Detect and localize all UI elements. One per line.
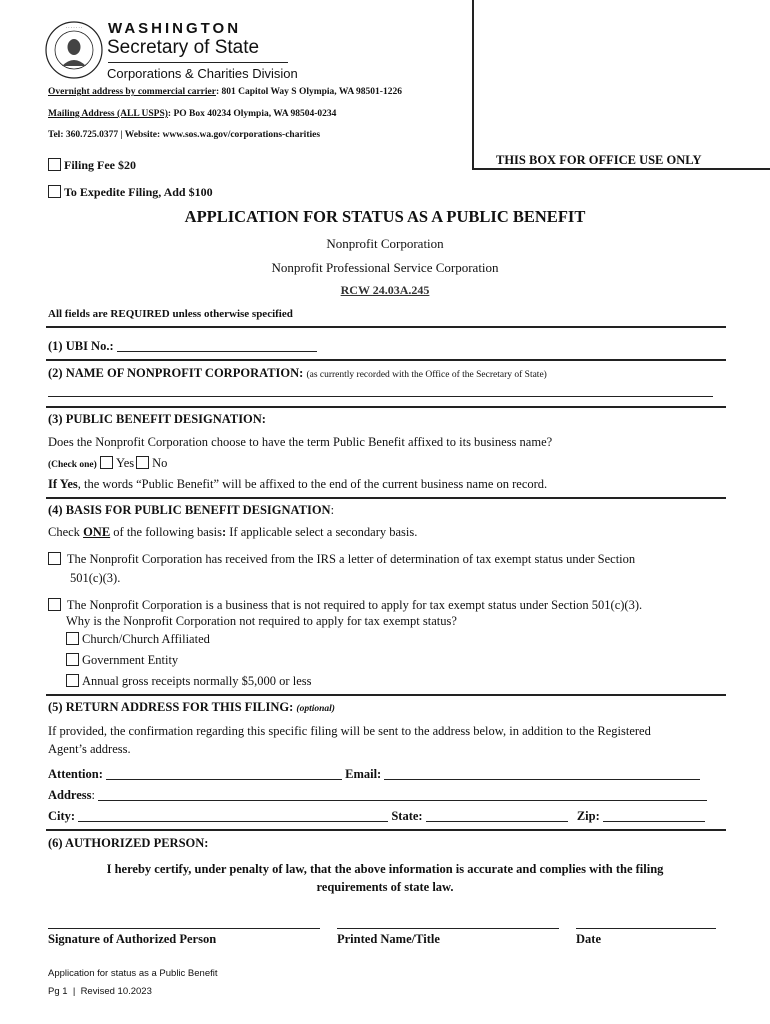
government-checkbox[interactable]: [66, 653, 79, 666]
check-one-row: [48, 456, 167, 471]
check-one-label: (Check one): [48, 460, 97, 470]
city-input[interactable]: [78, 809, 388, 822]
email-label: Email:: [345, 767, 382, 781]
expedite-checkbox[interactable]: [48, 185, 61, 198]
divider-top: [46, 326, 726, 328]
state-input[interactable]: [426, 809, 568, 822]
church-checkbox[interactable]: [66, 632, 79, 645]
date-input[interactable]: [576, 928, 716, 929]
basis-option-not-required: [48, 598, 642, 613]
opt1-line1: The Nonprofit Corporation has received from the IRS a letter of determination of tax exempt status under Section: [66, 552, 636, 566]
ubi-label: (1) UBI No.:: [48, 339, 114, 353]
basis-not-required-checkbox[interactable]: [48, 598, 61, 611]
attention-label: Attention:: [48, 767, 103, 781]
tel-website: Tel: 360.725.0377 | Website: www.sos.wa.gov/corporations-charities: [48, 130, 321, 140]
basis-colon: :: [330, 503, 335, 517]
yes-checkbox[interactable]: [100, 456, 113, 469]
instr-one: ONE: [83, 525, 111, 539]
divider-4: [46, 694, 726, 696]
opt2-line2: Why is the Nonprofit Corporation not required to apply for tax exempt status?: [66, 614, 457, 628]
overnight-address: [48, 87, 402, 97]
instr-mid: of the following basis: [110, 525, 222, 539]
sub-receipts: [66, 674, 311, 689]
sub-church: [66, 632, 210, 647]
zip-label: Zip:: [576, 809, 600, 823]
basis-heading: [48, 503, 334, 518]
org-name: Secretary of State: [107, 37, 260, 58]
certification-line-1: I hereby certify, under penalty of law, that the above information is accurate and complies with the filing: [106, 862, 664, 876]
subtitle-nonprofit: Nonprofit Corporation: [326, 236, 444, 251]
instr-colon: :: [221, 525, 227, 539]
address-colon: :: [91, 788, 96, 802]
receipts-label: Annual gross receipts normally $5,000 or less: [82, 674, 312, 688]
if-yes-bold: If Yes: [48, 477, 78, 491]
name-input[interactable]: [48, 396, 713, 397]
address-label: Address: [48, 788, 92, 802]
church-label: Church/Church Affiliated: [82, 632, 210, 646]
receipts-checkbox[interactable]: [66, 674, 79, 687]
office-use-label: THIS BOX FOR OFFICE USE ONLY: [496, 153, 702, 167]
city-row: [48, 809, 705, 824]
return-desc-1: If provided, the confirmation regarding this specific filing will be sent to the address below, in addition to the Registered: [48, 724, 651, 738]
filing-fee-label: Filing Fee $20: [64, 158, 136, 172]
opt2-line1: The Nonprofit Corporation is a business that is not required to apply for tax exempt status under Section 501(c)(3).: [66, 598, 643, 612]
return-address-label: (5) RETURN ADDRESS FOR THIS FILING:: [48, 700, 294, 714]
required-note: All fields are REQUIRED unless otherwise specified: [48, 308, 293, 320]
authorized-person-label: (6) AUTHORIZED PERSON:: [48, 836, 209, 850]
section-name: [48, 366, 547, 381]
mailing-label: Mailing Address (ALL USPS): [48, 109, 168, 119]
optional-note: (optional): [296, 704, 335, 714]
svg-text:· · · · · · ·: · · · · · · ·: [65, 25, 83, 30]
mailing-address: [48, 109, 336, 119]
instr-pre: Check: [48, 525, 84, 539]
if-yes-note: [48, 477, 547, 492]
overnight-label: Overnight address by commercial carrier: [48, 87, 216, 97]
office-use-box: [472, 0, 770, 170]
division-name: Corporations & Charities Division: [107, 66, 298, 81]
overnight-value: : 801 Capitol Way S Olympia, WA 98501-1226: [215, 87, 402, 97]
rcw-reference: RCW 24.03A.245: [340, 283, 430, 297]
printed-name-input[interactable]: [337, 928, 559, 929]
government-label: Government Entity: [82, 653, 179, 667]
signature-input[interactable]: [48, 928, 320, 929]
divider-5: [46, 829, 726, 831]
sub-government: [66, 653, 178, 668]
org-top: WASHINGTON: [108, 20, 242, 37]
attention-input[interactable]: [106, 767, 342, 780]
no-checkbox[interactable]: [136, 456, 149, 469]
name-label: (2) NAME OF NONPROFIT CORPORATION:: [48, 366, 304, 380]
public-benefit-question: Does the Nonprofit Corporation choose to have the term Public Benefit affixed to its business name?: [48, 435, 553, 449]
no-label: No: [152, 456, 168, 470]
footer-title: Application for status as a Public Benefit: [48, 968, 218, 979]
return-address-heading: [48, 700, 335, 715]
subtitle-professional: Nonprofit Professional Service Corporation: [271, 260, 499, 275]
zip-input[interactable]: [603, 809, 705, 822]
name-note: (as currently recorded with the Office of the Secretary of State): [306, 370, 547, 380]
opt1-line2: 501(c)(3).: [70, 571, 121, 585]
address-row: [48, 788, 707, 803]
section-ubi: [48, 339, 317, 354]
header-divider: [108, 62, 288, 63]
email-input[interactable]: [384, 767, 700, 780]
footer-page: Pg 1 | Revised 10.2023: [48, 986, 152, 997]
basis-501c3-checkbox[interactable]: [48, 552, 61, 565]
return-desc-2: Agent’s address.: [48, 742, 131, 756]
form-title: APPLICATION FOR STATUS AS A PUBLIC BENEFIT: [184, 207, 586, 226]
divider-3: [46, 497, 726, 499]
filing-fee-checkbox[interactable]: [48, 158, 61, 171]
public-benefit-label: (3) PUBLIC BENEFIT DESIGNATION:: [48, 412, 266, 426]
state-label: State:: [391, 809, 423, 823]
basis-label: (4) BASIS FOR PUBLIC BENEFIT DESIGNATION: [48, 503, 331, 517]
divider-1: [46, 359, 726, 361]
printed-name-label: Printed Name/Title: [337, 932, 440, 946]
basis-instructions: [48, 525, 417, 540]
mailing-value: : PO Box 40234 Olympia, WA 98504-0234: [167, 109, 337, 119]
address-input[interactable]: [98, 788, 707, 801]
yes-label: Yes: [115, 456, 135, 470]
divider-2: [46, 406, 726, 408]
signature-label: Signature of Authorized Person: [48, 932, 217, 946]
if-yes-rest: , the words “Public Benefit” will be affixed to the end of the current business name on record.: [77, 477, 548, 491]
state-seal-icon: [44, 20, 104, 80]
expedite-label: To Expedite Filing, Add $100: [64, 185, 213, 199]
basis-option-501c3: [48, 552, 635, 567]
certification-line-2: requirements of state law.: [316, 880, 454, 894]
expedite-row: [48, 185, 213, 200]
attention-row: [48, 767, 700, 782]
city-label: City:: [48, 809, 76, 823]
date-label: Date: [576, 932, 601, 946]
ubi-input[interactable]: [117, 339, 317, 352]
instr-post: If applicable select a secondary basis.: [226, 525, 418, 539]
filing-fee-row: [48, 158, 136, 173]
